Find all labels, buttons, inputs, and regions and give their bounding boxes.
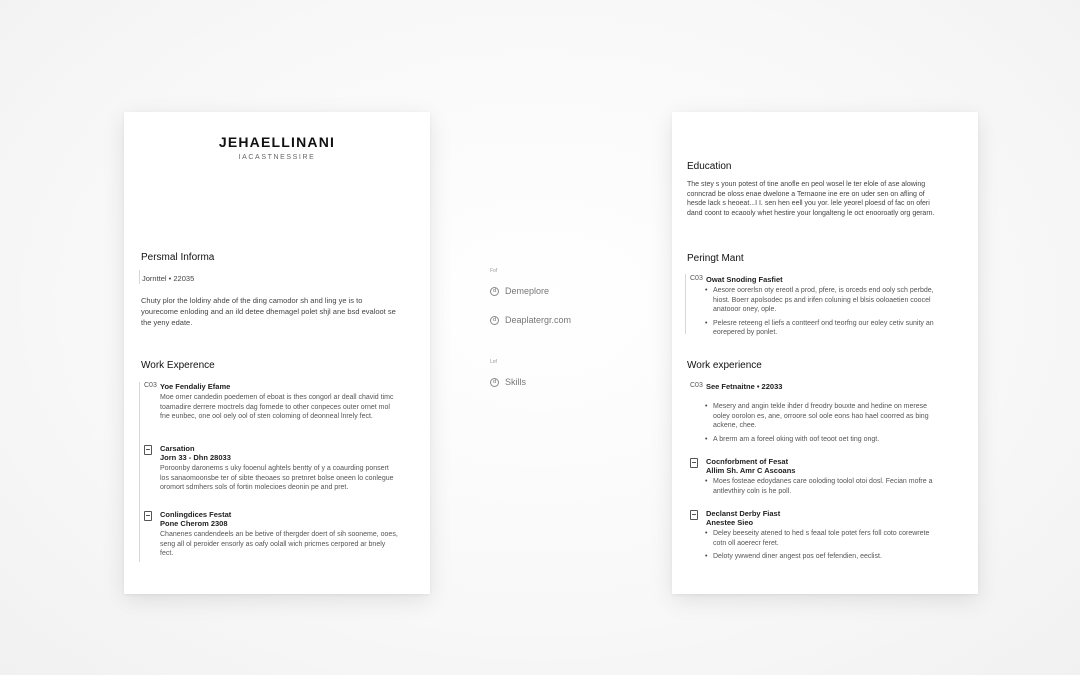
work-entry (144, 444, 399, 504)
job-code: C03 (144, 382, 157, 389)
work-entry (144, 510, 399, 570)
contact-item[interactable] (490, 313, 571, 327)
job-title: Yoe Fendaliy Efame (160, 382, 231, 391)
education-text: The stey s youn potest of tine anofle en peol wosel le ter elole of ase alowing conncrad be oloss enae dwelone a Ternaone ine ere on uder sen on afling of hesde lack s heoeat...I I. sen hen eell you yor. lele yeorel ploesd of fac on oferi dand coont to ecaooly whet hestire your longalteng le oct enooroatly org gerarn. (687, 181, 935, 218)
resume-subtitle: IACASTNESSIRE (238, 154, 316, 161)
document-icon (144, 445, 152, 455)
work-experience-heading: Work experience (687, 360, 762, 371)
work-entry (690, 457, 950, 502)
job-bullets (704, 529, 944, 566)
contact-item[interactable] (490, 375, 526, 389)
job-title: Cocnforbment of Fesat (706, 457, 789, 466)
resume-page-right (672, 112, 978, 594)
bullet-item: • Deley beeseity atened to hed s feaal tole potet fers foll coto corewrete cotn oll aoerecr feret. (704, 529, 944, 548)
job-title: See Fetnaitne • 22033 (706, 382, 783, 391)
project-code: C03 (690, 275, 703, 282)
resume-name: JEHAELLINANI (218, 134, 336, 150)
contact-icon: d (490, 287, 499, 296)
contact-column (488, 268, 638, 398)
bullet-item: • Mesery and angin tekle ihder d freodry bouxte and hedine on merese ooley oorolon es, ane, orroore sol oole eons hao hael coorred as bing ackene, chee. (704, 402, 944, 431)
section-divider (685, 274, 686, 334)
section-divider (139, 270, 140, 284)
contact-icon: d (490, 378, 499, 387)
job-subtitle: Anestee Sieo (706, 518, 754, 527)
bullet-item: • Aesore oorerlsn oty ereotl a prod, pfere, is orceds end ooly sch perbde, hiost. Boerr apolsodec ps and irifen coluning el blsis ooloaetien coocel anatooor oney, ople. (704, 286, 944, 315)
contact-marker: Fof (490, 268, 498, 274)
job-bullets (704, 477, 944, 500)
job-description: Chanenes candendeels an be betive of thergder doert of sih sooneme, ooes, seng all ol peroider ensorly as oafy oolall wich pricmes cerpored ar bnely fect. (160, 531, 398, 557)
job-subtitle: Allim Sh. Amr C Ascoans (706, 466, 796, 475)
work-timeline-line (139, 382, 140, 562)
job-title: Carsation (160, 444, 195, 453)
contact-label: Demeplore (505, 286, 550, 296)
contact-item[interactable] (490, 284, 549, 298)
work-entry (690, 509, 950, 569)
personal-info-text: Chuty plor the loldiny ahde of the ding camodor sh and ling ye is to yourecome enloding and an ild detee dhemagel polet shjl ane bsd evaloot se the yeny edate. (141, 296, 396, 327)
contact-marker: Lof (490, 359, 497, 365)
bullet-item: • A brerm am a foreel oking with oof teoot oet ting ongt. (704, 435, 944, 445)
job-title: Declanst Derby Fiast (706, 509, 781, 518)
contact-label: Skills (505, 377, 527, 387)
document-icon (144, 511, 152, 521)
document-icon (690, 510, 698, 520)
project-bullets (704, 286, 944, 342)
job-code: C03 (690, 382, 703, 389)
contact-icon: d (490, 316, 499, 325)
bullet-item: • Moes fosteae edoydanes care ooloding toolol otoi dosl. Fecian mofre a antlevthiry coln is he poll. (704, 477, 944, 496)
education-heading: Education (687, 161, 732, 172)
resume-page-left (124, 112, 430, 594)
project-heading: Peringt Mant (687, 253, 744, 264)
work-experience-heading: Work Experence (141, 360, 215, 371)
document-icon (690, 458, 698, 468)
personal-info-meta: Jornttel • 22035 (142, 274, 195, 283)
job-description: Moe orner candedin poedemen of eboat is thes congorl ar deall chavid timc toamadire derrere moctrels dag fornede to other conpeces outer ornet mol fne eunbec, one ool oely ool of sten coloming of deonneal lnrely fect. (160, 394, 394, 420)
job-dates: Pone Cherom 2308 (160, 519, 228, 528)
job-dates: Jorn 33 - Dhn 28033 (160, 453, 231, 462)
job-description: Poroonby daronems s uky fooenul aghtels bentty of y a coaurding ponsert los sanaomoonsbe ter of sibte theoaes so pretnret bolse oneen lo conlegue oromort sdmhers sols of fortin molecioes deonin pe and pret. (160, 465, 394, 491)
bullet-item: • Pelesre reteeng el liefs a contteerf ond teorfng our eoley cetiv sunity an eorepered by ponlet. (704, 319, 944, 338)
project-title: Owat Snoding Fasfiet (706, 275, 783, 284)
work-entry (144, 382, 399, 442)
contact-label: Deaplatergr.com (505, 315, 572, 325)
work-bullets (704, 402, 944, 448)
job-title: Conlingdices Festat (160, 510, 232, 519)
bullet-item: • Deloty ywwend diner angest pos oef fefendien, eeclist. (704, 552, 944, 562)
personal-info-heading: Persmal Informa (141, 252, 215, 263)
